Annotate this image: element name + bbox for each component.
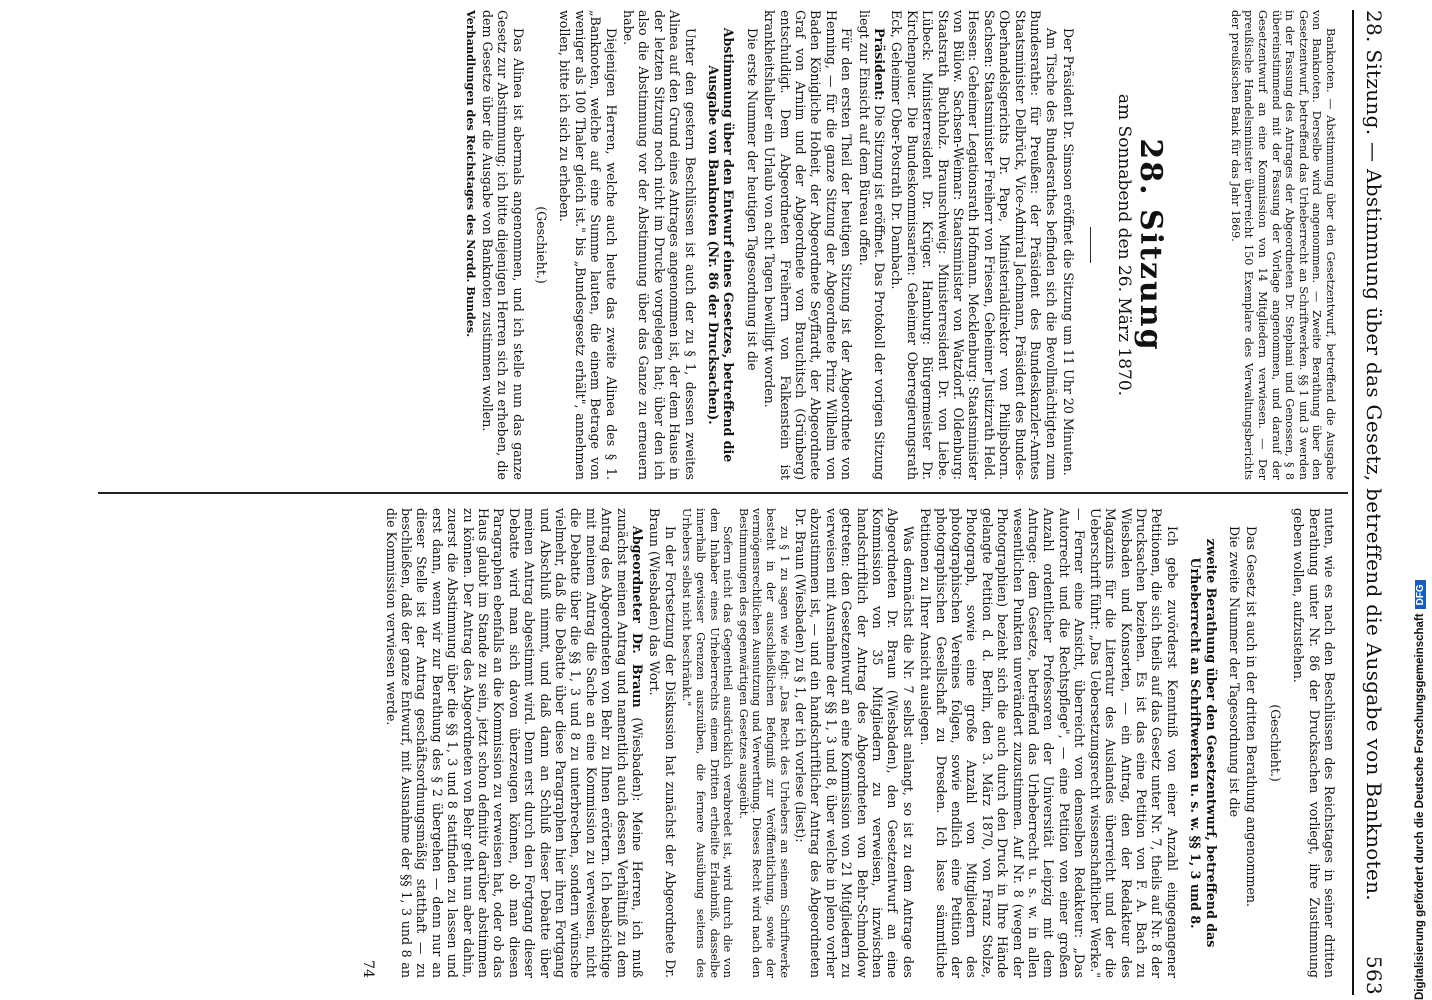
speech-text: Die Sitzung ist eröffnet. Das Protokoll der vorigen Sitzung liegt zur Einsicht auf dem Büreau offen. bbox=[856, 10, 888, 480]
paragraph: Unter den gestern Beschlüssen ist auch der zu § 1, dessen zweites Alinea auf den Grund eines Antrages angenommen ist, der dem Hause in der letzten Sitzung noch nicht im Drucke vorgelegen hat; über den ich also die Abstimmung vor der Abstimmung über das Ganze zu erneuern habe. bbox=[620, 10, 698, 480]
quoted-amendment: zu § 1 zu sagen wie folgt: „Das Recht des Urhebers an seinem Schriftwerke besteht in der ausschließlichen Befugniß zur Veröffentlichung, sowie der vermögensrechtlichen Ausnutzung und Verwerthung. Dieses Recht wird nach den Bestimmungen des gegenwärtigen Gesetzes ausgeübt. bbox=[736, 508, 791, 978]
session-summary: Banknoten. — Abstimmung über den Gesetzentwurf, betreffend die Ausgabe von Banknoten. Derselbe wird angenommen. — Zweite Berathung über den Gesetzentwurf, betreffend das Urheberrecht an Schriftwerken. §§ 1 und 3 werden in der Fassung des Antrages der Abgeordneten Dr. Stephani und Genossen, § 8 übereinstimmend mit der Fassung der Vorlage angenommen, und darauf der Gesetzentwurf an eine Kommission von 14 Mitgliedern verwiesen. — Der preußische Handelsminister überreicht 150 Exemplare des Verwaltungsberichts der preußischen Bank für das Jahr 1869. bbox=[1228, 10, 1337, 480]
speaker-label: Abgeordneter Dr. Braun bbox=[630, 526, 646, 708]
divider bbox=[1090, 227, 1092, 263]
reaction: (Geschieht.) bbox=[1267, 704, 1283, 782]
digitization-credit bbox=[1414, 0, 1432, 1000]
footer-publication: Verhandlungen des Reichstages des Nordd. Bundes. bbox=[464, 10, 479, 338]
column-divider bbox=[98, 492, 1348, 494]
quoted-amendment: Sofern nicht das Gegentheil ausdrücklich verabredet ist, wird durch die von dem Inhaber eines Urheberrechts einem Dritten ertheilte Erlaubniß, dasselbe innerhalb gewisser Grenzen auszuüben, die fernere Ausübung seitens des Urhebers selbst nicht beschränkt." bbox=[680, 508, 735, 978]
page-number: 563 bbox=[1362, 955, 1386, 995]
paragraph bbox=[856, 10, 887, 480]
paragraph: Diejenigen Herren, welche auch heute das zweite Alinea des § 1. „Banknoten, welche auf eine Summe lauten, die einem Betrage von weniger als 100 Thaler gleich ist." bis „Bundesgesetz erhält", annehmen wollen, bitte ich sich zu erheben. bbox=[557, 10, 619, 480]
speaker-label: Präsident: bbox=[872, 28, 888, 101]
right-column bbox=[360, 508, 1337, 978]
paragraph: In der Fortsetzung der Diskussion hat zunächst der Abgeordnete Dr. Braun (Wiesbaden) das Wort. bbox=[647, 508, 678, 978]
reaction: (Geschieht.) bbox=[533, 206, 549, 284]
running-header bbox=[1352, 10, 1390, 995]
paragraph: Was demnächst die Nr. 7 selbst anlangt, so ist zu dem Antrage des Abgeordneten Dr. Braun (Wiesbaden), den Gesetzentwurf an eine Kommission von 35 Mitgliedern zu verweisen, inzwischen handschriftlich der Antrag des Abgeordneten von Behr-Schmoldow getreten: den Gesetzentwurf an eine Kommission von 21 Mitgliedern zu verweisen mit Ausnahme der §§ 1, 3 und 8, über welche in pleno vorher abzustimmen ist, — und ein handschriftlicher Antrag des Abgeordneten Dr. Braun (Wiesbaden) zu § 1, der ich vorlese (liest): bbox=[793, 508, 916, 978]
paragraph: nuten, wie es nach den Beschlüssen des Reichstages in seiner dritten Berathung unter Nr. 86 der Drucksachen vorliegt, ihre Zustimmung geben wollen, aufzustehen. bbox=[1291, 508, 1337, 978]
speech-text: (Wiesbaden): Meine Herren, ich muß zunächst meinen Antrag und namentlich auch dessen Verhältniß zu dem Antrag des Abgeordneten von Behr zu Ihnen erörtern. Ich beabsichtige mit meinem Antrag die Sache an eine Kommission zu verweisen, nicht die Debatte über die §§ 1, 3 und 8 zu unterbrechen, sondern wünsche vielmehr, daß die Debatte über diese Paragraphen hier ihren Fortgang und Abschluß nimmt, und daß dann an Schluß dieser Debatte über meinen Antrag abgestimmt wird. Denn erst durch den Fortgang dieser Debatte wird man sich davon überzeugen können, ob man diesen Paragraphen ebenfalls an die Kommission zu verweisen hat, oder ob das Haus glaubt im Stande zu sein, jetzt schon definitiv darüber abstimmen zu können. Der Antrag des Abgeordneten von Behr geht nun aber dahin, zuerst die Abstimmung über die §§ 1, 3 und 8 stattfinden zu lassen und erst dann, wenn wir zur Berathung des § 2 übergehen — denn nur an dieser Stelle ist der Antrag geschäftsordnungsmäßig statthaft — zu beschließen, daß der ganze Entwurf, mit Ausnahme der §§ 1, 3 und 8 an die Kommission verwiesen werde. bbox=[383, 508, 646, 978]
session-title: 28. Sitzung bbox=[1133, 138, 1169, 352]
paragraph: Das Alinea ist abermals angenommen, und ich stelle nun das ganze Gesetz zur Abstimmung; ich bitte diejenigen Herren sich zu erheben, die dem Gesetze über die Ausgabe von Banknoten zustimmen wollen. bbox=[479, 10, 526, 480]
dfg-logo: DFG bbox=[1415, 580, 1426, 609]
paragraph: Das Gesetz ist auch in der dritten Berathung angenommen. bbox=[1244, 526, 1260, 907]
paragraph: Der Präsident Dr. Simson eröffnet die Sitzung um 11 Uhr 20 Minuten. bbox=[1060, 28, 1076, 476]
paragraph: Die zweite Nummer der Tagesordnung ist die bbox=[1226, 526, 1242, 818]
session-date: am Sonnabend den 26. März 1870. bbox=[1113, 93, 1134, 397]
credit-text: Digitalisierung gefördert durch die Deutsche Forschungsgemeinschaft bbox=[1414, 613, 1426, 1000]
signature-mark: 74 bbox=[360, 960, 377, 978]
paragraph: Am Tische des Bundesrathes befinden sich die Bevollmächtigten zum Bundesrathe: für Preußen: der Präsident des Bundeskanzler-Amtes Staatsminister Delbrück, Vice-Admiral Jachmann, Präsident des Bundes-Oberhandelsgerichts Dr. Pape, Ministerialdirektor von Philipsborn. Sachsen: Staatsminister Freiherr von Friesen, Geheimer Justizrath Held. Hessen: Geheimer Legationsrath Hofmann. Mecklenburg: Staatsminister von Bülow. Sachsen-Weimar: Staatsminister von Watzdorf. Oldenburg: Staatsrath Buchholz. Braunschweig: Ministerresident Dr. von Liebe. Lübeck: Ministerresident Dr. Krüger. Hamburg: Bürgermeister Dr. Kirchenpauer. Die Bundeskommissarien: Geheimer Oberregierungsrath Eck, Geheimer Ober-Postrath Dr. Dambach. bbox=[889, 10, 1059, 480]
paragraph: Die erste Nummer der heutigen Tagesordnung ist die bbox=[744, 28, 760, 371]
header-title: 28. Sitzung. — Abstimmung über das Gesetz, betreffend die Ausgabe von Banknoten. bbox=[1362, 10, 1386, 901]
section-heading: zweite Berathung über den Gesetzentwurf, betreffend das Urheberrecht an Schriftwerken u. s. w. §§ 1, 3 und 8. bbox=[1188, 538, 1219, 948]
section-heading: Abstimmung über den Entwurf eines Gesetzes, betreffend die Ausgabe von Banknoten (Nr. 86 der Drucksachen). bbox=[706, 27, 737, 463]
paragraph: Ich gebe zuvörderst Kenntniß von einer Anzahl eingegangener Petitionen, die sich theils auf das Gesetz unter Nr. 7, theils auf Nr. 8 der Drucksachen beziehen. Es ist das eine Petition von F. A. Bach zu Wiesbaden und Konsorten, — ein Antrag, den der Redakteur des Magazins für die Literatur des Auslandes überreicht und der die Ueberschrift führt: „Das Uebersetzungsrecht wissenschaftlicher Werke." — Ferner eine Ansicht, überreicht von demselben Redakteur: „Das Autorrecht und die Rechtspflege", — eine Petition von einer großen Anzahl ordentlicher Professoren der Universität Leipzig mit dem Antrage: dem Gesetze, betreffend das Urheberrecht u. s. w. in allen wesentlichen Punkten unverändert zuzustimmen. Auf Nr. 8 (wegen der Photographien) bezieht sich die auch durch den Druck in Ihre Hände gelangte Petition d. d. Berlin, den 3. März 1870, von Franz Stolze, Photograph, sowie eine große Anzahl von Mitgliedern des photographischen Vereines folgen, sowie endlich eine Petition der photographischen Gesellschaft zu Dresden. Ich lasse sämmtliche Petitionen zu Ihrer Ansicht auslegen. bbox=[918, 508, 1180, 978]
paragraph: Für den ersten Theil der heutigen Sitzung ist der Abgeordnete von Henning, — für die ganze Sitzung der Abgeordnete Prinz Wilhelm von Baden Königliche Hoheit, der Abgeordnete Seyffardt, der Abgeordnete Graf von Arnim und der Abgeordnete von Brauchitsch (Grünberg) entschuldigt. Dem Abgeordneten Freiherrn von Falkenstein ist krankheitshalber ein Urlaub von acht Tagen bewilligt worden. bbox=[762, 10, 855, 480]
left-column bbox=[462, 10, 1337, 480]
paragraph bbox=[383, 508, 645, 978]
